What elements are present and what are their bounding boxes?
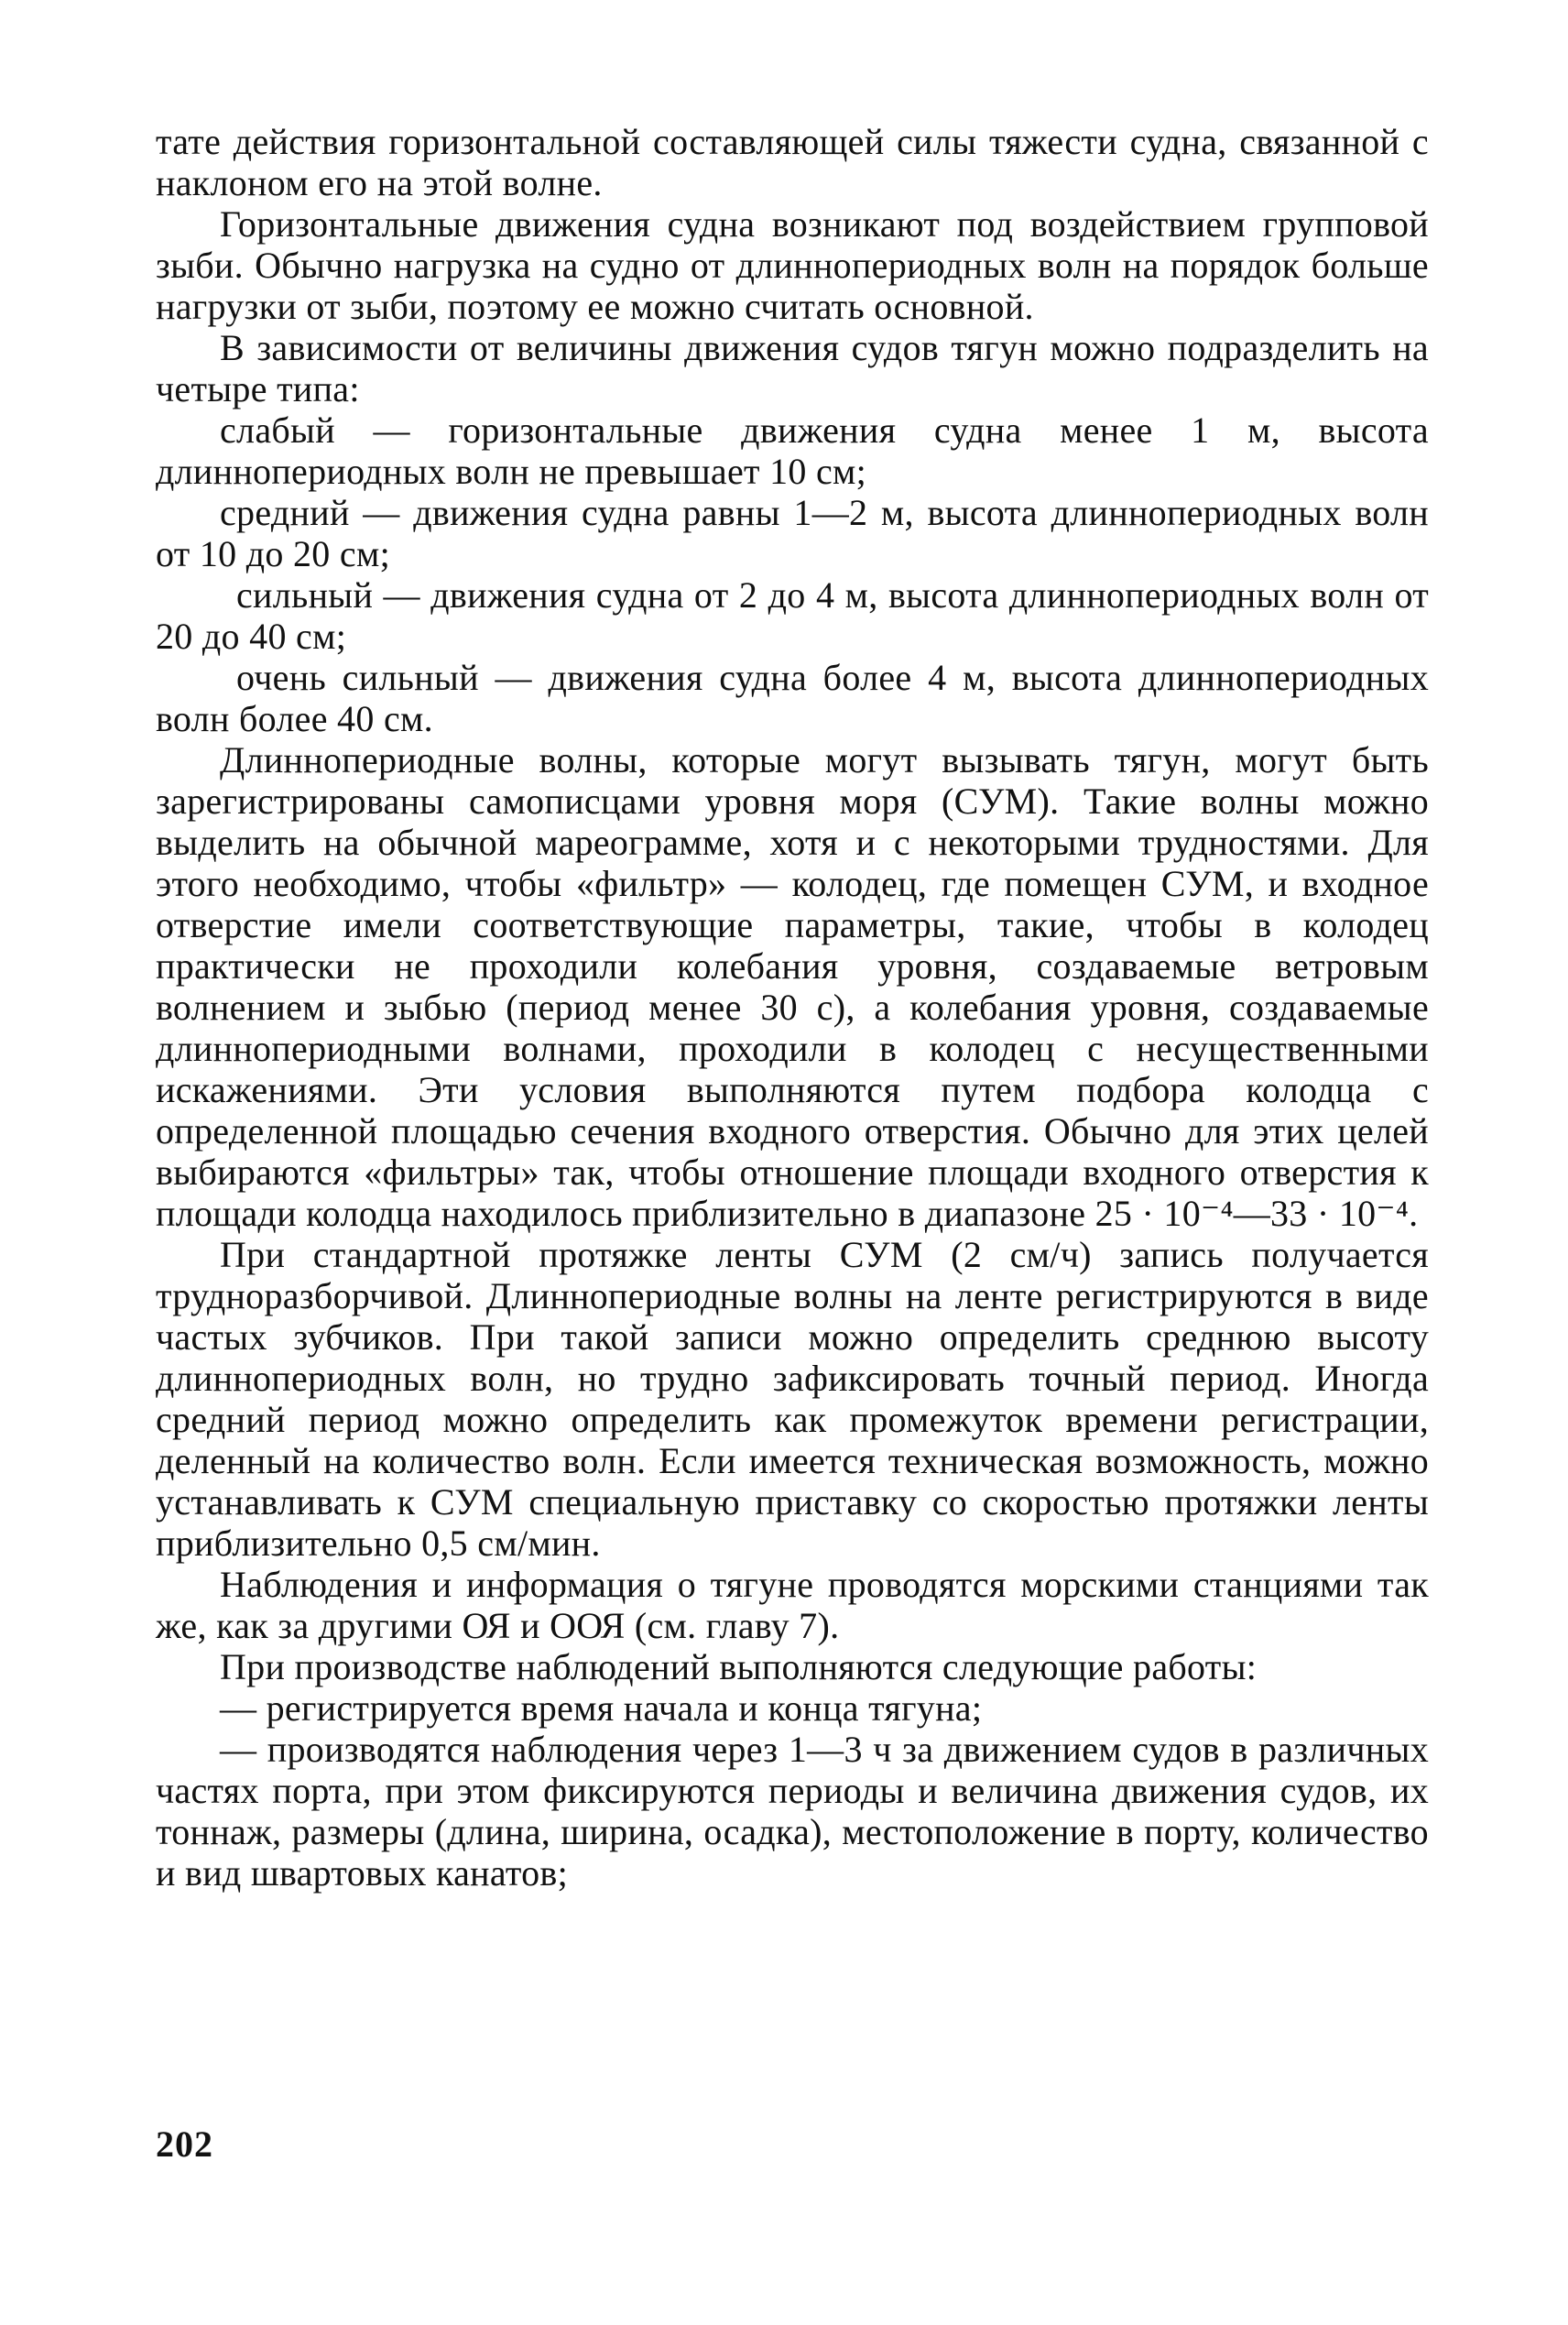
paragraph-observations: Наблюдения и информация о тягуне проводятся морскими станциями так же, как за другими ОЯ и ООЯ (см. главу 7). bbox=[156, 1564, 1429, 1646]
paragraph-works-intro: При производстве наблюдений выполняются следующие работы: bbox=[220, 1646, 1258, 1687]
paragraph-types-intro: В зависимости от величины движения судов тягун можно подразделить на четыре типа: bbox=[156, 327, 1429, 409]
list-item-type-strong: сильный — движения судна от 2 до 4 м, высота длиннопериодных волн от 20 до 40 см; bbox=[156, 574, 1429, 657]
list-item-type-medium: средний — движения судна равны 1—2 м, высота длиннопериодных волн от 10 до 20 см; bbox=[156, 492, 1429, 574]
list-item-work-2: — производятся наблюдения через 1—3 ч за движением судов в различных частях порта, при этом фиксируются периоды и величина движения судов, их тоннаж, размеры (длина, ширина, осадка), местоположение в порту, количество и вид швартовых канатов; bbox=[156, 1729, 1429, 1894]
page-number: 202 bbox=[156, 2123, 213, 2165]
paragraph-tape-speed: При стандартной протяжке ленты СУМ (2 см/ч) запись получается трудноразборчивой. Длиннопериодные волны на ленте регистрируются в виде частых зубчиков. При такой записи можно определить среднюю высоту длиннопериодных волн, но трудно зафиксировать точный период. Иногда средний период можно определить как промежуток времени регистрации, деленный на количество волн. Если имеется техническая возможность, можно устанавливать к СУМ специальную приставку со скоростью протяжки ленты приблизительно 0,5 см/мин. bbox=[156, 1234, 1429, 1564]
list-item-type-very-strong: очень сильный — движения судна более 4 м, высота длиннопериодных волн более 40 см. bbox=[156, 657, 1429, 739]
paragraph-recording: Длиннопериодные волны, которые могут вызывать тягун, могут быть зарегистрированы самописцами уровня моря (СУМ). Такие волны можно выделить на обычной мареограмме, хотя и с некоторыми трудностями. Для этого необходимо, чтобы «фильтр» — колодец, где помещен СУМ, и входное отверстие имели соответствующие параметры, такие, чтобы в колодец практически не проходили колебания уровня, создаваемые ветровым волнением и зыбью (период менее 30 с), а колебания уровня, создаваемые длиннопериодными волнами, проходили в колодец с несущественными искажениями. Эти условия выполняются путем подбора колодца с определенной площадью сечения входного отверстия. Обычно для этих целей выбираются «фильтры» так, чтобы отношение площади входного отверстия к площади колодца находилось приблизительно в диапазоне 25 · 10⁻⁴—33 · 10⁻⁴. bbox=[156, 739, 1429, 1234]
paragraph-continuation: тате действия горизонтальной составляющей силы тяжести судна, связанной с наклоном его на этой волне. bbox=[156, 121, 1429, 203]
page-body bbox=[156, 121, 1429, 1894]
paragraph-horizontal-motion: Горизонтальные движения судна возникают под воздействием групповой зыби. Обычно нагрузка на судно от длиннопериодных волн на порядок больше нагрузки от зыби, поэтому ее можно считать основной. bbox=[156, 203, 1429, 327]
list-item-type-weak: слабый — горизонтальные движения судна менее 1 м, высота длиннопериодных волн не превышает 10 см; bbox=[156, 409, 1429, 492]
list-item-work-1: — регистрируется время начала и конца тягуна; bbox=[220, 1687, 983, 1729]
